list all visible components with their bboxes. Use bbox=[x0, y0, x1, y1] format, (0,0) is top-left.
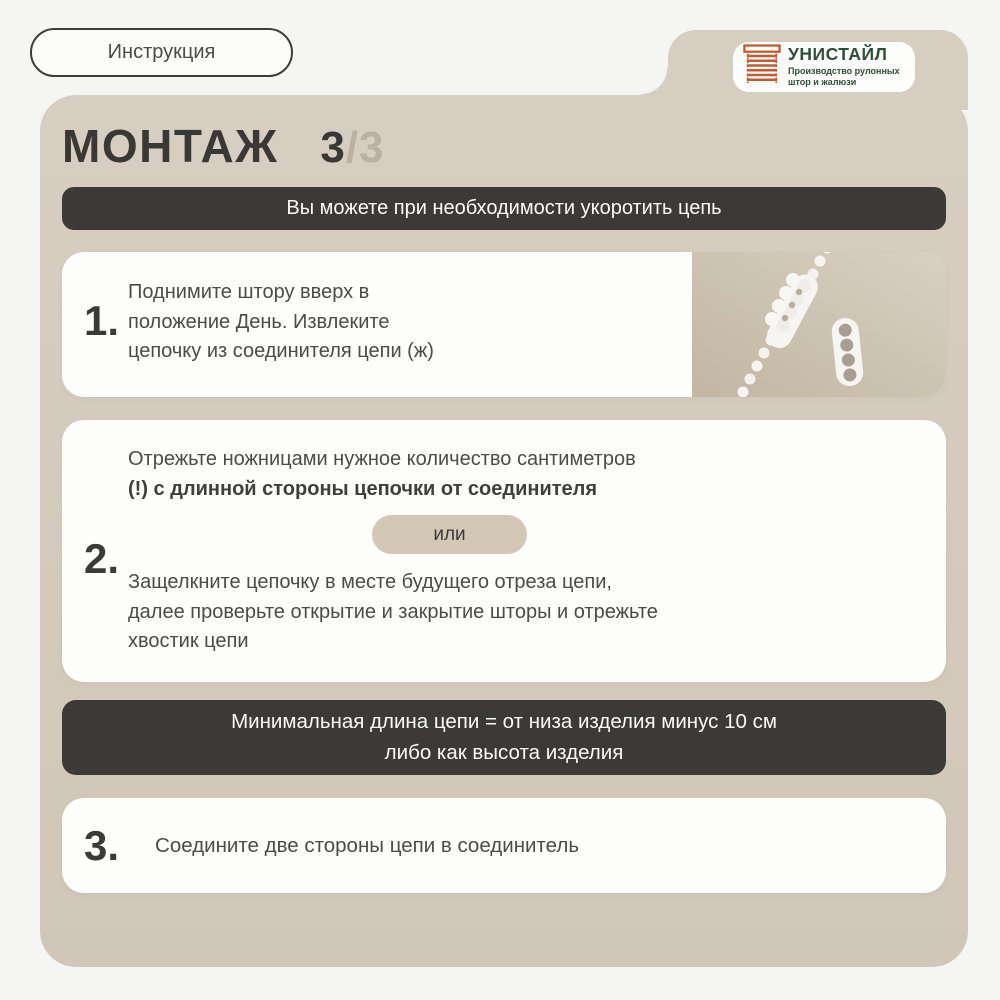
step-2-card bbox=[62, 420, 946, 682]
banner-min-chain-length bbox=[62, 700, 946, 775]
page-counter bbox=[320, 123, 384, 173]
step-2-option-a bbox=[128, 444, 636, 504]
step-2-option-a-line-1: Отрежьте ножницами нужное количество сантиметров bbox=[128, 448, 636, 470]
step-3-text: Соедините две стороны цепи в соединитель bbox=[155, 833, 579, 857]
banner-shorten-chain-text: Вы можете при необходимости укоротить цепь bbox=[286, 197, 722, 219]
instruction-badge-label: Инструкция bbox=[107, 41, 216, 63]
logo-name: УНИСТАЙЛ bbox=[788, 44, 888, 65]
step-2-option-b-line-3: хвостик цепи bbox=[128, 630, 249, 652]
instruction-card bbox=[40, 95, 968, 967]
step-1-line-2: положение День. Извлеките bbox=[128, 310, 390, 333]
step-3-card bbox=[62, 798, 946, 893]
tab-fillet bbox=[641, 68, 668, 95]
or-pill bbox=[372, 515, 527, 554]
bead-chain-photo bbox=[692, 252, 946, 397]
banner-min-chain-length-line-1: Минимальная длина цепи = от низа изделия минус 10 см bbox=[231, 710, 777, 733]
window-blinds-icon bbox=[743, 44, 781, 91]
page-separator: / bbox=[345, 123, 360, 172]
step-1-card bbox=[62, 252, 946, 397]
brand-logo bbox=[733, 42, 915, 92]
step-1-line-1: Поднимите штору вверх в bbox=[128, 281, 370, 303]
banner-shorten-chain bbox=[62, 187, 946, 230]
logo-text bbox=[788, 46, 900, 88]
page-current: 3 bbox=[320, 123, 346, 172]
instruction-badge bbox=[30, 28, 293, 77]
page-title: МОНТАЖ bbox=[62, 120, 279, 172]
step-1-text bbox=[128, 278, 434, 367]
step-2-option-b bbox=[128, 568, 658, 657]
step-2-option-b-line-2: далее проверьте открытие и закрытие шторы и отрежьте bbox=[128, 600, 658, 623]
title-row bbox=[62, 119, 385, 173]
logo-subtitle-line1: Производство рулонных bbox=[788, 65, 900, 76]
page-total: 3 bbox=[359, 123, 385, 172]
banner-min-chain-length-line-2: либо как высота изделия bbox=[384, 740, 624, 764]
step-1-line-3: цепочку из соединителя цепи (ж) bbox=[128, 340, 434, 362]
step-2-option-a-line-2: (!) с длинной стороны цепочки от соединителя bbox=[128, 478, 598, 500]
step-1-number: 1. bbox=[84, 297, 120, 344]
or-pill-label: или bbox=[433, 523, 466, 545]
step-2-option-b-line-1: Защелкните цепочку в месте будущего отреза цепи, bbox=[128, 571, 612, 593]
step-2-number: 2. bbox=[84, 535, 120, 582]
logo-subtitle-line2: штор и жалюзи bbox=[788, 77, 857, 88]
step-3-number: 3. bbox=[84, 821, 120, 869]
